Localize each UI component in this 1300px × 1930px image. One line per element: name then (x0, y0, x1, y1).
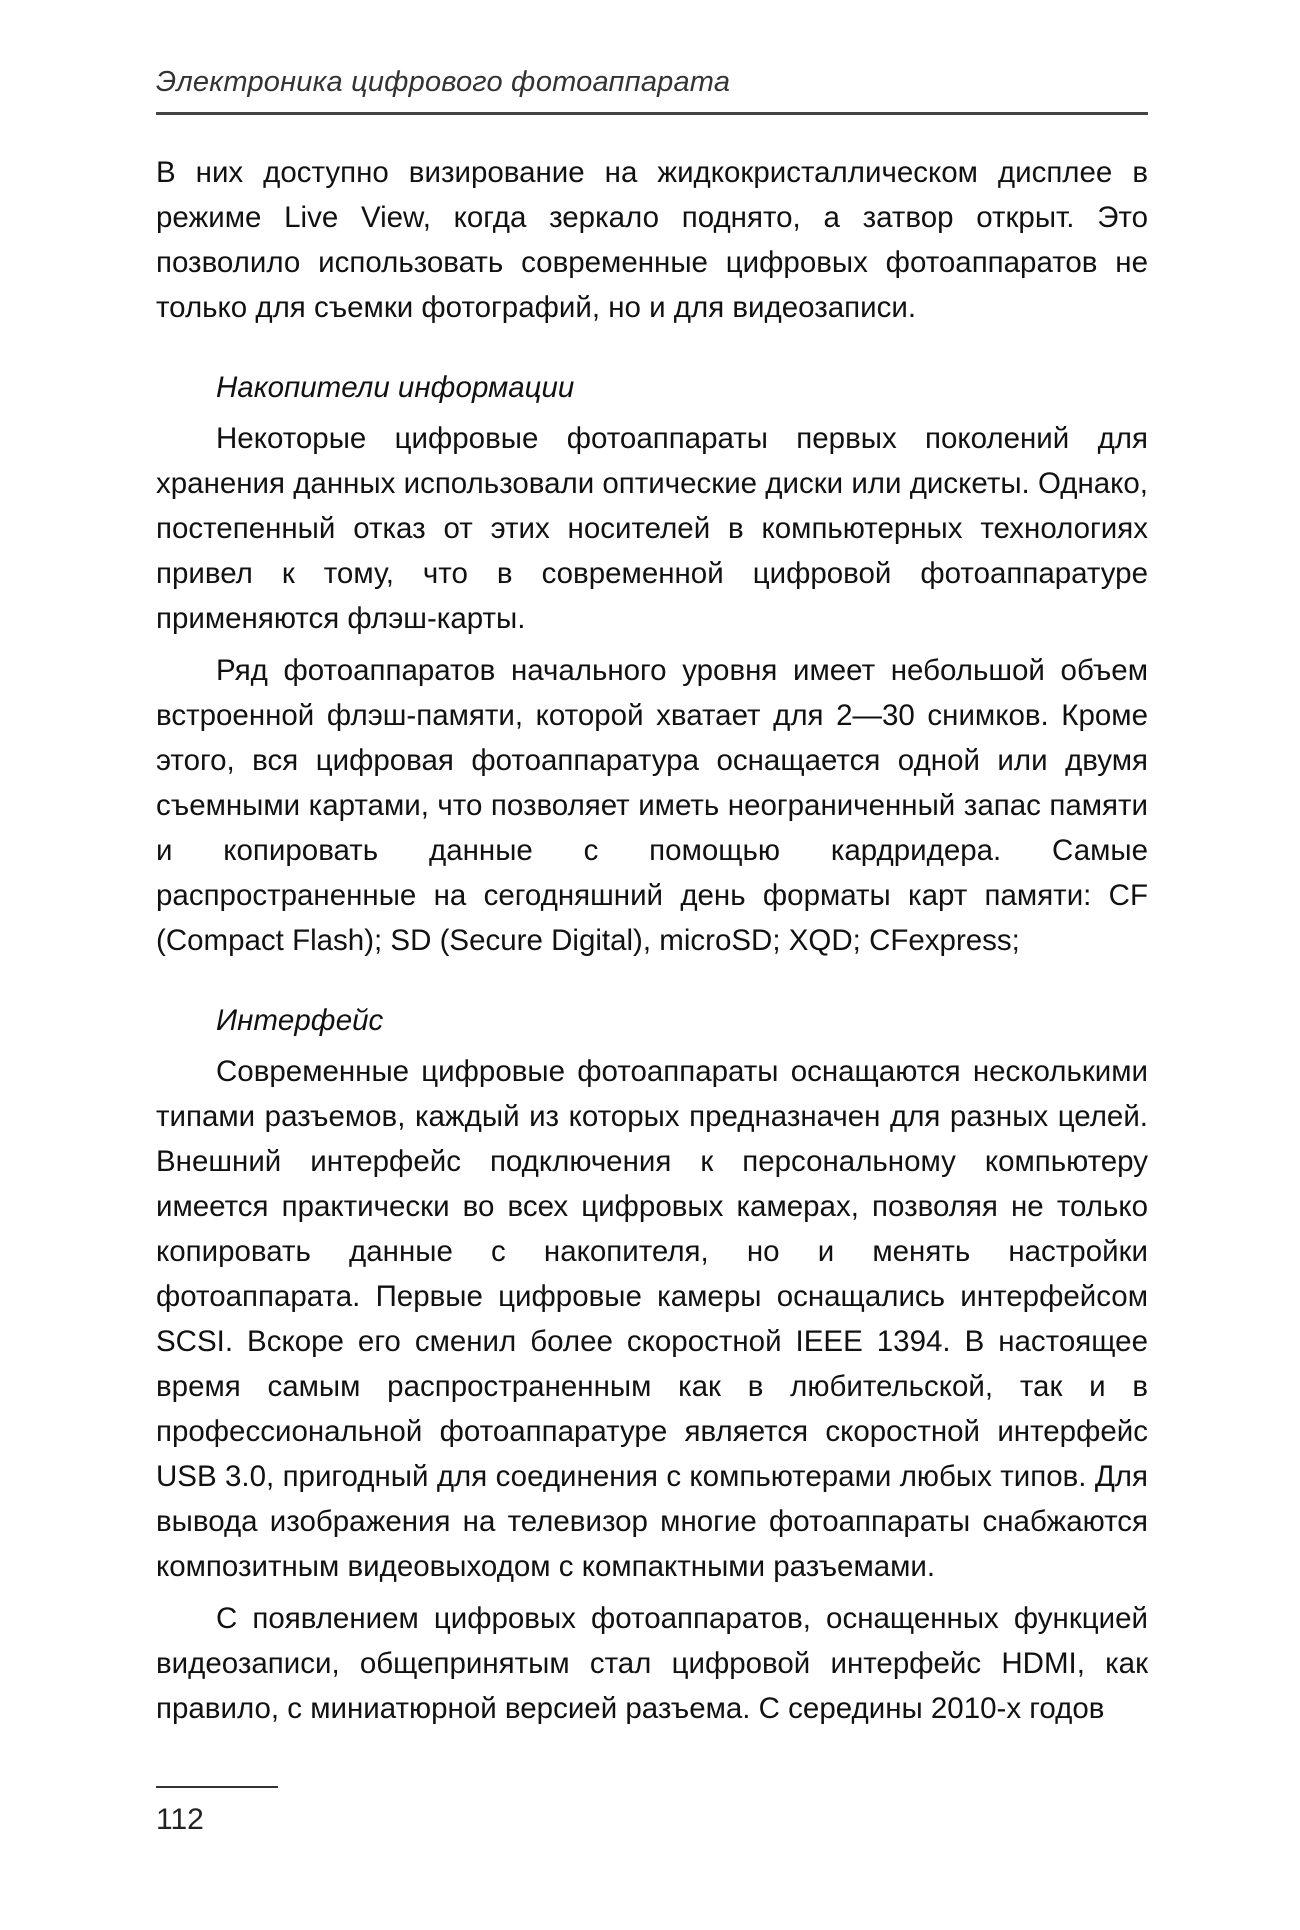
section-heading-interface: Интерфейс (216, 1004, 384, 1037)
header-rule (156, 112, 1148, 115)
paragraph-storage-1: Некоторые цифровые фотоаппараты первых поколений для хранения данных использовали оптические диски или дискеты. Однако, постепенный отказ от этих носителей в компьютерных технологиях привел к тому, что в современной цифровой фотоаппаратуре применяются флэш-карты. (156, 422, 1148, 635)
running-head: Электроника цифрового фотоаппарата (156, 66, 731, 98)
section-heading-storage: Накопители информации (216, 371, 575, 404)
page-number: 112 (156, 1803, 204, 1836)
paragraph-interface-2: С появлением цифровых фотоаппаратов, оснащенных функцией видеозаписи, общепринятым стал цифровой интерфейс HDMI, как правило, с миниатюрной версией разъема. С середины 2010-х годов (156, 1602, 1148, 1725)
paragraph-interface-1: Современные цифровые фотоаппараты оснащаются несколькими типами разъемов, каждый из которых предназначен для разных целей. Внешний интерфейс подключения к персональному компьютеру имеется практически во всех цифровых камерах, позволяя не только копировать данные с накопителя, но и менять настройки фотоаппарата. Первые цифровые камеры оснащались интерфейсом SCSI. Вскоре его сменил более скоростной IEEE 1394. В настоящее время самым распространенным как в любительской, так и в профессиональной фотоаппаратуре является скоростной интерфейс USB 3.0, пригодный для соединения с компьютерами любых типов. Для вывода изображения на телевизор многие фотоаппараты снабжаются композитным видеовыходом с компактными разъемами. (156, 1055, 1148, 1583)
paragraph-intro: В них доступно визирование на жидкокристаллическом дисплее в режиме Live View, когда зеркало поднято, а затвор открыт. Это позволило использовать современные цифровых фотоаппаратов не только для съемки фотографий, но и для видеозаписи. (156, 156, 1148, 324)
page-body (156, 150, 1148, 1731)
footer-rule (156, 1786, 278, 1788)
paragraph-storage-2: Ряд фотоаппаратов начального уровня имеет небольшой объем встроенной флэш-памяти, которой хватает для 2—30 снимков. Кроме этого, вся цифровая фотоаппаратура оснащается одной или двумя съемными картами, что позволяет иметь неограниченный запас памяти и копировать данные с помощью кардридера. Самые распространенные на сегодняшний день форматы карт памяти: CF (Compact Flash); SD (Secure Digital), microSD; XQD; CFexpress; (156, 654, 1148, 957)
